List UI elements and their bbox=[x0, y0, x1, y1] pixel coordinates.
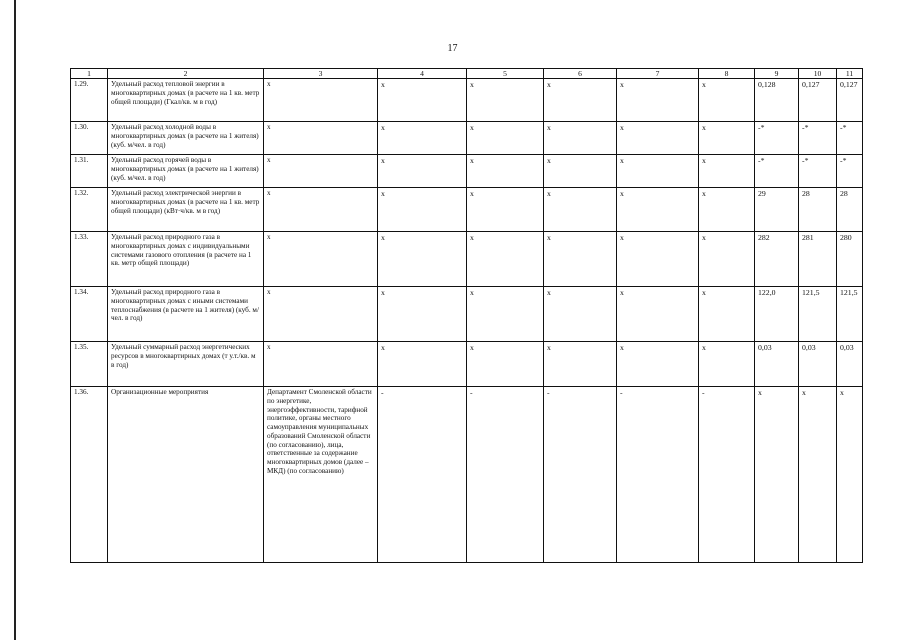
value-cell-4: х bbox=[378, 342, 467, 387]
indicator-table bbox=[70, 68, 863, 563]
indicator-name: Удельный расход холодной воды в многоквартирных домах (в расчете на 1 жителя) (куб. м/чел. в год) bbox=[108, 122, 264, 155]
row-number: 1.29. bbox=[71, 79, 108, 122]
value-cell-10: 0,127 bbox=[799, 79, 837, 122]
value-cell-6: х bbox=[544, 232, 617, 287]
value-cell-7: х bbox=[617, 188, 699, 232]
value-cell-5: х bbox=[467, 188, 544, 232]
value-cell-9: 29 bbox=[755, 188, 799, 232]
table-row bbox=[71, 79, 863, 122]
value-cell-4: х bbox=[378, 155, 467, 188]
value-cell-5: х bbox=[467, 232, 544, 287]
table-row bbox=[71, 387, 863, 563]
table-row bbox=[71, 342, 863, 387]
header-col-8: 8 bbox=[699, 69, 755, 79]
value-cell-5: х bbox=[467, 122, 544, 155]
header-col-10: 10 bbox=[799, 69, 837, 79]
value-cell-9: 0,128 bbox=[755, 79, 799, 122]
header-col-11: 11 bbox=[837, 69, 863, 79]
value-cell-6: х bbox=[544, 122, 617, 155]
value-cell-11: 121,5 bbox=[837, 287, 863, 342]
responsible-cell: х bbox=[264, 188, 378, 232]
value-cell-6: х bbox=[544, 155, 617, 188]
value-cell-8: х bbox=[699, 122, 755, 155]
value-cell-8: х bbox=[699, 79, 755, 122]
header-col-5: 5 bbox=[467, 69, 544, 79]
value-cell-9: 0,03 bbox=[755, 342, 799, 387]
value-cell-5: х bbox=[467, 79, 544, 122]
value-cell-9: 282 bbox=[755, 232, 799, 287]
value-cell-5: х bbox=[467, 155, 544, 188]
value-cell-11: 0,127 bbox=[837, 79, 863, 122]
value-cell-5: х bbox=[467, 287, 544, 342]
value-cell-7: х bbox=[617, 232, 699, 287]
row-number: 1.33. bbox=[71, 232, 108, 287]
value-cell-8: х bbox=[699, 342, 755, 387]
responsible-cell: х bbox=[264, 122, 378, 155]
indicator-name: Удельный расход природного газа в многоквартирных домах с иными системами теплоснабжения (в расчете на 1 жителя) (куб. м/чел. в год) bbox=[108, 287, 264, 342]
header-col-4: 4 bbox=[378, 69, 467, 79]
indicator-name: Удельный суммарный расход энергетических ресурсов в многоквартирных домах (т у.т./кв. м в год) bbox=[108, 342, 264, 387]
value-cell-4: х bbox=[378, 79, 467, 122]
value-cell-6: х bbox=[544, 188, 617, 232]
value-cell-7: х bbox=[617, 342, 699, 387]
responsible-cell: х bbox=[264, 232, 378, 287]
row-number: 1.32. bbox=[71, 188, 108, 232]
responsible-cell: Департамент Смоленской области по энергетике, энергоэффективности, тарифной политике, органы местного самоуправления муниципальных образований Смоленской области (по согласованию), лица, ответственные за содержание многоквартирных домов (далее – МКД) (по согласованию) bbox=[264, 387, 378, 563]
value-cell-11: 0,03 bbox=[837, 342, 863, 387]
header-col-7: 7 bbox=[617, 69, 699, 79]
row-number: 1.34. bbox=[71, 287, 108, 342]
indicator-name: Удельный расход горячей воды в многоквартирных домах (в расчете на 1 жителя) (куб. м/чел. в год) bbox=[108, 155, 264, 188]
binding-line bbox=[14, 0, 16, 640]
row-number: 1.36. bbox=[71, 387, 108, 563]
header-col-6: 6 bbox=[544, 69, 617, 79]
value-cell-5: - bbox=[467, 387, 544, 563]
header-col-2: 2 bbox=[108, 69, 264, 79]
value-cell-6: х bbox=[544, 287, 617, 342]
value-cell-8: х bbox=[699, 232, 755, 287]
value-cell-6: - bbox=[544, 387, 617, 563]
header-col-3: 3 bbox=[264, 69, 378, 79]
value-cell-9: -* bbox=[755, 122, 799, 155]
table-row bbox=[71, 188, 863, 232]
value-cell-9: 122,0 bbox=[755, 287, 799, 342]
value-cell-7: - bbox=[617, 387, 699, 563]
value-cell-7: х bbox=[617, 79, 699, 122]
indicator-name: Организационные мероприятия bbox=[108, 387, 264, 563]
value-cell-11: -* bbox=[837, 122, 863, 155]
header-col-9: 9 bbox=[755, 69, 799, 79]
header-col-1: 1 bbox=[71, 69, 108, 79]
value-cell-11: 280 bbox=[837, 232, 863, 287]
value-cell-10: 281 bbox=[799, 232, 837, 287]
value-cell-4: - bbox=[378, 387, 467, 563]
value-cell-11: -* bbox=[837, 155, 863, 188]
header-row bbox=[71, 69, 863, 79]
value-cell-8: х bbox=[699, 155, 755, 188]
value-cell-10: -* bbox=[799, 122, 837, 155]
value-cell-7: х bbox=[617, 155, 699, 188]
indicator-name: Удельный расход электрической энергии в многоквартирных домах (в расчете на 1 кв. метр общей площади) (кВт·ч/кв. м в год) bbox=[108, 188, 264, 232]
table-row bbox=[71, 155, 863, 188]
table-row bbox=[71, 232, 863, 287]
value-cell-10: 0,03 bbox=[799, 342, 837, 387]
value-cell-4: х bbox=[378, 287, 467, 342]
value-cell-10: 28 bbox=[799, 188, 837, 232]
value-cell-9: -* bbox=[755, 155, 799, 188]
value-cell-6: х bbox=[544, 79, 617, 122]
value-cell-9: х bbox=[755, 387, 799, 563]
value-cell-11: 28 bbox=[837, 188, 863, 232]
value-cell-11: х bbox=[837, 387, 863, 563]
row-number: 1.31. bbox=[71, 155, 108, 188]
table-row bbox=[71, 287, 863, 342]
value-cell-4: х bbox=[378, 188, 467, 232]
value-cell-4: х bbox=[378, 232, 467, 287]
row-number: 1.30. bbox=[71, 122, 108, 155]
value-cell-8: - bbox=[699, 387, 755, 563]
row-number: 1.35. bbox=[71, 342, 108, 387]
page-number: 17 bbox=[447, 43, 458, 54]
indicator-name: Удельный расход природного газа в многоквартирных домах с индивидуальными системами газового отопления (в расчете на 1 кв. метр общей площади) bbox=[108, 232, 264, 287]
responsible-cell: х bbox=[264, 155, 378, 188]
value-cell-8: х bbox=[699, 287, 755, 342]
responsible-cell: х bbox=[264, 342, 378, 387]
value-cell-4: х bbox=[378, 122, 467, 155]
responsible-cell: х bbox=[264, 287, 378, 342]
value-cell-5: х bbox=[467, 342, 544, 387]
indicator-name: Удельный расход тепловой энергии в многоквартирных домах (в расчете на 1 кв. метр общей площади) (Гкал/кв. м в год) bbox=[108, 79, 264, 122]
value-cell-10: -* bbox=[799, 155, 837, 188]
value-cell-8: х bbox=[699, 188, 755, 232]
responsible-cell: х bbox=[264, 79, 378, 122]
value-cell-6: х bbox=[544, 342, 617, 387]
table-row bbox=[71, 122, 863, 155]
value-cell-10: х bbox=[799, 387, 837, 563]
value-cell-10: 121,5 bbox=[799, 287, 837, 342]
value-cell-7: х bbox=[617, 287, 699, 342]
value-cell-7: х bbox=[617, 122, 699, 155]
